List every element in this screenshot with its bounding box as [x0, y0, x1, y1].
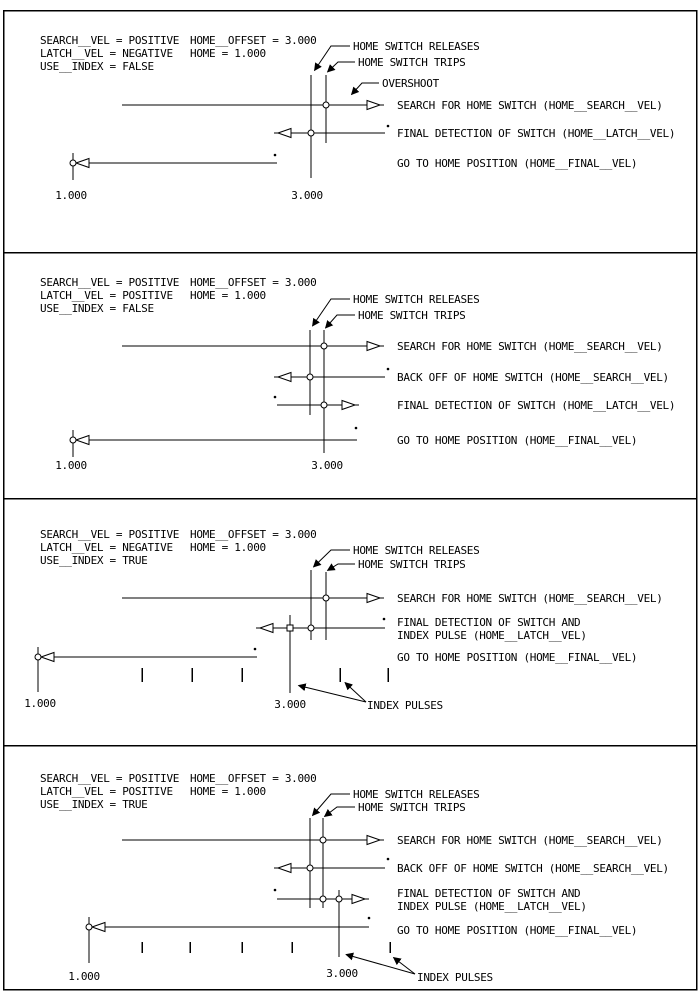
p3-start-dots — [254, 618, 386, 651]
panel3-linework — [35, 550, 388, 702]
param-home-offset: HOME__OFFSET = 3.000 — [190, 772, 317, 785]
param-latch-vel: LATCH__VEL = NEGATIVE — [40, 47, 173, 60]
axis-label-home: 1.000 — [55, 459, 87, 472]
p3-release-marker — [308, 625, 314, 631]
param-search-vel: SEARCH__VEL = POSITIVE — [40, 34, 180, 47]
param-use-index: USE__INDEX = TRUE — [40, 798, 148, 811]
p3-home-marker — [35, 654, 41, 660]
p1-switch-lines — [73, 75, 326, 180]
param-search-vel: SEARCH__VEL = POSITIVE — [40, 528, 180, 541]
p1-callout-leaders — [315, 46, 380, 95]
param-home: HOME = 1.000 — [190, 785, 266, 798]
callout-switch-trips: HOME SWITCH TRIPS — [358, 56, 466, 69]
p1-trip-marker — [323, 102, 329, 108]
step-label-search: SEARCH FOR HOME SWITCH (HOME__SEARCH__VEL) — [397, 592, 663, 605]
param-home: HOME = 1.000 — [190, 289, 266, 302]
step-label-final: GO TO HOME POSITION (HOME__FINAL__VEL) — [397, 924, 638, 937]
callout-switch-trips: HOME SWITCH TRIPS — [358, 558, 466, 571]
callout-switch-releases: HOME SWITCH RELEASES — [353, 40, 480, 53]
param-home-offset: HOME__OFFSET = 3.000 — [190, 528, 317, 541]
axis-label-offset: 3.000 — [291, 189, 323, 202]
p2-trip-marker — [321, 343, 327, 349]
p2-latch-marker — [321, 402, 327, 408]
p1-arrowheads — [76, 101, 380, 168]
p1-home-marker — [70, 160, 76, 166]
step-label-backoff: BACK OFF OF HOME SWITCH (HOME__SEARCH__VEL) — [397, 862, 669, 875]
p4-arrowheads — [92, 836, 380, 932]
p4-release-marker — [307, 865, 313, 871]
param-use-index: USE__INDEX = FALSE — [40, 302, 154, 315]
step-label-search: SEARCH FOR HOME SWITCH (HOME__SEARCH__VEL) — [397, 99, 663, 112]
index-pulses-label: INDEX PULSES — [417, 971, 493, 984]
axis-label-home: 1.000 — [68, 970, 100, 983]
callout-switch-releases: HOME SWITCH RELEASES — [353, 788, 480, 801]
param-use-index: USE__INDEX = TRUE — [40, 554, 148, 567]
p3-index-latch-marker — [287, 625, 293, 631]
param-use-index: USE__INDEX = FALSE — [40, 60, 154, 73]
param-latch-vel: LATCH__VEL = POSITIVE — [40, 785, 173, 798]
axis-label-offset: 3.000 — [274, 698, 306, 711]
step-label-search: SEARCH FOR HOME SWITCH (HOME__SEARCH__VEL) — [397, 834, 663, 847]
step-label-final: GO TO HOME POSITION (HOME__FINAL__VEL) — [397, 434, 638, 447]
callout-overshoot: OVERSHOOT — [382, 77, 439, 90]
p4-position-markers — [86, 837, 342, 930]
step-label-latch-line1: FINAL DETECTION OF SWITCH AND — [397, 887, 581, 900]
p2-arrowheads — [76, 342, 380, 445]
p2-release-marker — [307, 374, 313, 380]
panel2-linework — [70, 299, 389, 457]
panel4-linework — [86, 794, 415, 974]
p3-trip-marker — [323, 595, 329, 601]
param-home-offset: HOME__OFFSET = 3.000 — [190, 276, 317, 289]
p3-index-ticks — [142, 668, 388, 682]
step-label-final: GO TO HOME POSITION (HOME__FINAL__VEL) — [397, 157, 638, 170]
callout-switch-trips: HOME SWITCH TRIPS — [358, 309, 466, 322]
p3-move-lines — [54, 598, 385, 657]
axis-label-offset: 3.000 — [326, 967, 358, 980]
callout-switch-trips: HOME SWITCH TRIPS — [358, 801, 466, 814]
p2-home-marker — [70, 437, 76, 443]
param-home: HOME = 1.000 — [190, 541, 266, 554]
p4-home-marker — [86, 924, 92, 930]
param-home: HOME = 1.000 — [190, 47, 266, 60]
p4-index-ticks — [142, 942, 390, 953]
param-latch-vel: LATCH__VEL = POSITIVE — [40, 289, 173, 302]
callout-switch-releases: HOME SWITCH RELEASES — [353, 544, 480, 557]
step-label-latch: FINAL DETECTION OF SWITCH (HOME__LATCH__VEL) — [397, 399, 676, 412]
step-label-latch: FINAL DETECTION OF SWITCH (HOME__LATCH__VEL) — [397, 127, 676, 140]
step-label-latch-line2: INDEX PULSE (HOME__LATCH__VEL) — [397, 900, 587, 913]
p3-switch-lines — [38, 570, 326, 693]
p2-position-markers — [70, 343, 327, 443]
p1-release-marker — [308, 130, 314, 136]
axis-label-home: 1.000 — [55, 189, 87, 202]
p4-move-lines — [105, 840, 385, 927]
step-label-search: SEARCH FOR HOME SWITCH (HOME__SEARCH__VEL) — [397, 340, 663, 353]
p4-trip-marker — [320, 837, 326, 843]
p1-move-lines — [89, 105, 385, 163]
p2-move-lines — [89, 346, 385, 440]
p2-switch-lines — [73, 330, 324, 457]
p4-index-latch-marker — [336, 896, 342, 902]
p4-trip-marker2 — [320, 896, 326, 902]
step-label-latch-line2: INDEX PULSE (HOME__LATCH__VEL) — [397, 629, 587, 642]
p2-callout-leaders — [313, 299, 356, 328]
param-latch-vel: LATCH__VEL = NEGATIVE — [40, 541, 173, 554]
param-search-vel: SEARCH__VEL = POSITIVE — [40, 276, 180, 289]
index-pulses-label: INDEX PULSES — [367, 699, 443, 712]
axis-label-home: 1.000 — [24, 697, 56, 710]
p4-callout-leaders — [313, 794, 416, 974]
callout-switch-releases: HOME SWITCH RELEASES — [353, 293, 480, 306]
step-label-backoff: BACK OFF OF HOME SWITCH (HOME__SEARCH__VEL) — [397, 371, 669, 384]
param-search-vel: SEARCH__VEL = POSITIVE — [40, 772, 180, 785]
param-home-offset: HOME__OFFSET = 3.000 — [190, 34, 317, 47]
step-label-latch-line1: FINAL DETECTION OF SWITCH AND — [397, 616, 581, 629]
axis-label-offset: 3.000 — [311, 459, 343, 472]
step-label-final: GO TO HOME POSITION (HOME__FINAL__VEL) — [397, 651, 638, 664]
